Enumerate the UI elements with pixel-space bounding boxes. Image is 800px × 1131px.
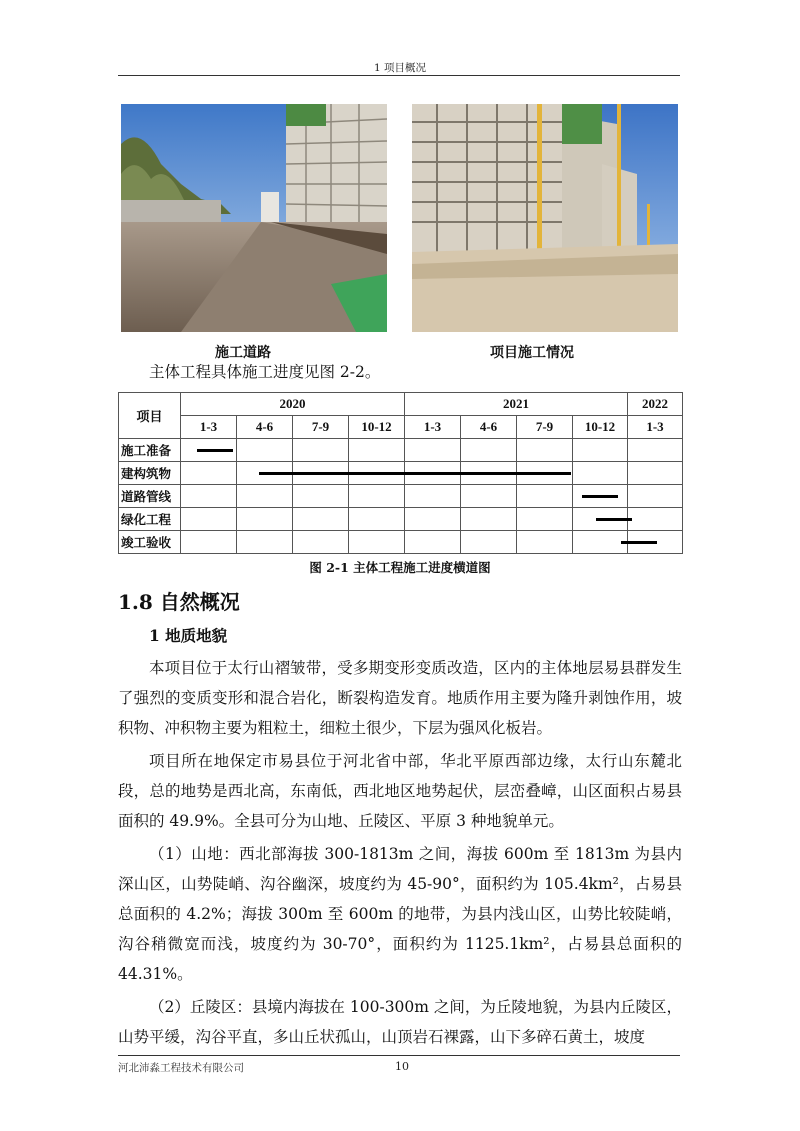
section-heading: 1.8 自然概况: [118, 590, 240, 614]
construction-road-photo: [121, 104, 387, 332]
gantt-quarter: 7-9: [517, 416, 573, 439]
gantt-row-label: 道路管线: [119, 485, 181, 508]
gantt-caption: 图 2-1 主体工程施工进度横道图: [309, 560, 491, 575]
running-header: 1 项目概况: [373, 62, 427, 74]
section-body: [118, 653, 682, 1052]
gantt-quarter: 1-3: [181, 416, 237, 439]
gantt-year: 2020: [181, 393, 405, 416]
gantt-year: 2021: [405, 393, 628, 416]
gantt-quarter: 10-12: [573, 416, 628, 439]
gantt-row-label: 竣工验收: [119, 531, 181, 554]
paragraph: 本项目位于太行山褶皱带，受多期变形变质改造，区内的主体地层易县群发生了强烈的变质变形和混合岩化，断裂构造发育。地质作用主要为隆升剥蚀作用，坡积物、冲积物主要为粗粒土，细粒土很少，下层为强风化板岩。: [118, 659, 682, 737]
paragraph: 项目所在地保定市易县位于河北省中部，华北平原西部边缘，太行山东麓北段，总的地势是西北高，东南低，西北地区地势起伏，层峦叠嶂，山区面积占易县面积的 49.9%。全县可分为山地、丘陵区、平原 3 种地貌单元。: [118, 752, 682, 830]
photo-caption-project: 项目施工情况: [490, 345, 574, 361]
gantt-quarter: 4-6: [461, 416, 517, 439]
gantt-quarter: 4-6: [237, 416, 293, 439]
gantt-row-label: 施工准备: [119, 439, 181, 462]
gantt-quarter: 7-9: [293, 416, 349, 439]
gantt-row-label: 绿化工程: [119, 508, 181, 531]
gantt-row: [119, 462, 683, 485]
subsection-heading: 1 地质地貌: [149, 626, 228, 645]
gantt-row: [119, 508, 683, 531]
page-number: 10: [395, 1060, 409, 1073]
gantt-row: [119, 485, 683, 508]
gantt-row: [119, 439, 683, 462]
gantt-project-header: 项目: [119, 393, 181, 439]
gantt-quarter: 1-3: [405, 416, 461, 439]
gantt-row-label: 建构筑物: [119, 462, 181, 485]
gantt-table: [118, 392, 683, 554]
footer-company: 河北沛淼工程技术有限公司: [118, 1062, 244, 1074]
gantt-year: 2022: [628, 393, 683, 416]
paragraph: （2）丘陵区：县境内海拔在 100-300m 之间，为丘陵地貌，为县内丘陵区，山势平缓，沟谷平直，多山丘状孤山，山顶岩石裸露，山下多碎石黄土，坡度: [118, 998, 682, 1046]
gantt-chart: [118, 392, 682, 554]
paragraph: （1）山地：西北部海拔 300-1813m 之间，海拔 600m 至 1813m 为县内深山区，山势陡峭、沟谷幽深，坡度约为 45-90°，面积约为 105.4km²，占易县总面积的 4.2%；海拔 300m 至 600m 的地带，为县内浅山区，山势比较陡峭，沟谷稍微宽而浅，坡度约为 30-70°，面积约为 1125.1km²，占易县总面积的 44.31%。: [118, 845, 682, 983]
project-construction-photo: [412, 104, 678, 332]
header-rule: [118, 75, 680, 76]
photo-caption-road: 施工道路: [215, 345, 271, 361]
gantt-quarter: 1-3: [628, 416, 683, 439]
footer-rule: [118, 1055, 680, 1056]
gantt-row: [119, 531, 683, 554]
gantt-quarter: 10-12: [349, 416, 405, 439]
intro-line: 主体工程具体施工进度见图 2-2。: [149, 363, 381, 381]
